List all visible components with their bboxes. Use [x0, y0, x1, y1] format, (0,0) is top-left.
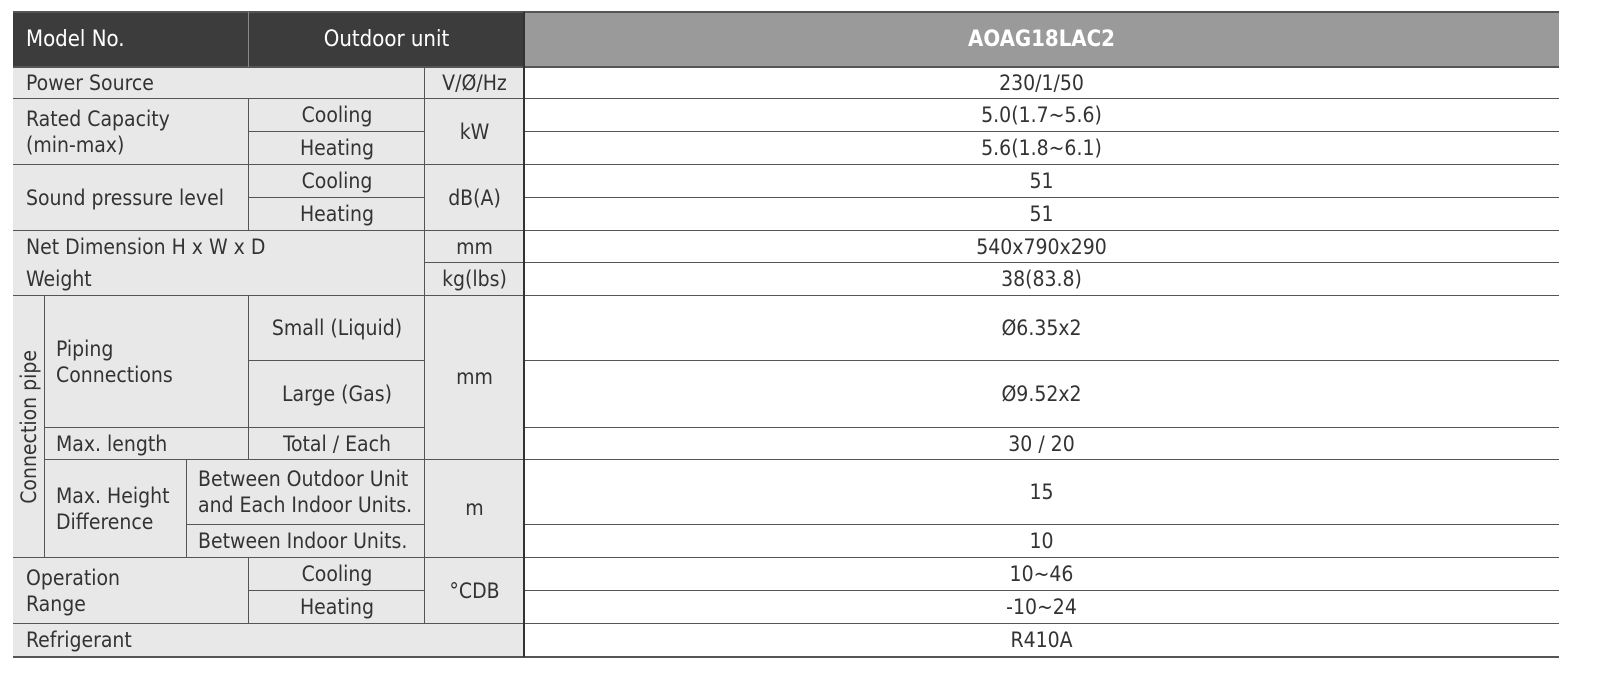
net-dimension-label-cell [13, 231, 425, 263]
max-length-sub: Total / Each [283, 431, 391, 456]
piping-unit: mm [456, 364, 493, 389]
max-height-line1: Max. Height [56, 483, 170, 508]
between-indoor-value-cell [524, 525, 1559, 558]
rule-h-partial [249, 590, 425, 591]
net-dimension-value: 540x790x290 [976, 234, 1107, 259]
header-unit-type: Outdoor unit [323, 26, 450, 52]
rule-h-partial [45, 459, 1559, 460]
rule-bottom [13, 656, 1559, 658]
between-outdoor-value-cell [524, 460, 1559, 525]
rule-v-main [523, 12, 525, 657]
sound-pressure-unit-cell [425, 165, 524, 231]
rule-h [13, 230, 1559, 231]
power-source-value: 230/1/50 [999, 70, 1084, 95]
weight-value: 38(83.8) [1001, 267, 1082, 292]
rule-h-partial [524, 197, 1559, 198]
rated-capacity-cooling-cell [249, 99, 425, 132]
connection-pipe-group-label: Connection pipe [16, 350, 41, 504]
piping-connections-line2: Connections [56, 363, 173, 387]
rule-h-partial [249, 131, 425, 132]
operation-cooling-label: Cooling [301, 562, 373, 587]
rule-h-partial [524, 590, 1559, 591]
rated-capacity-heating-label: Heating [299, 136, 375, 161]
sound-pressure-heating-value-cell [524, 198, 1559, 231]
operation-range-line1: Operation [26, 565, 121, 590]
weight-label-cell [13, 263, 425, 296]
sound-pressure-cooling-value-cell [524, 165, 1559, 198]
rated-capacity-label-line2: (min-max) [26, 133, 125, 157]
refrigerant-value-cell [524, 624, 1559, 656]
weight-label: Weight [26, 267, 92, 292]
rated-capacity-heating-cell [249, 132, 425, 165]
rated-capacity-heating-value: 5.6(1.8~6.1) [981, 136, 1102, 161]
between-outdoor-line1: Between Outdoor Unit [198, 467, 409, 492]
rule-h-partial [524, 131, 1559, 132]
max-length-value-cell [524, 428, 1559, 460]
power-source-unit-cell [425, 67, 524, 99]
piping-small-label-cell [249, 296, 425, 361]
rule-h-partial [425, 262, 1559, 263]
operation-range-label-cell [13, 558, 249, 624]
between-outdoor-label-cell [187, 460, 425, 525]
rule-v [248, 296, 249, 460]
rule-h-partial [187, 524, 425, 525]
net-dimension-unit-cell [425, 231, 524, 263]
rated-capacity-unit: kW [459, 119, 490, 144]
max-length-sub-cell [249, 428, 425, 460]
sound-pressure-label: Sound pressure level [26, 185, 224, 210]
piping-large-label-cell [249, 361, 425, 428]
between-outdoor-value: 15 [1029, 480, 1054, 505]
rated-capacity-cooling-value: 5.0(1.7~5.6) [981, 103, 1102, 128]
rule-v [44, 296, 45, 558]
rule-v [248, 99, 249, 231]
between-indoor-label-cell [187, 525, 425, 558]
power-source-label-cell [13, 67, 425, 99]
operation-unit: °CDB [449, 578, 500, 603]
operation-heating-value-cell [524, 591, 1559, 624]
power-source-label: Power Source [26, 70, 154, 95]
rule-v [248, 12, 249, 67]
rule-v [186, 460, 187, 558]
rule-h-partial [524, 524, 1559, 525]
rule-h-partial [249, 360, 425, 361]
sound-pressure-cooling-cell [249, 165, 425, 198]
sound-pressure-cooling-value: 51 [1029, 169, 1054, 194]
weight-unit-cell [425, 263, 524, 296]
sound-pressure-label-cell [13, 165, 249, 231]
max-length-value: 30 / 20 [1008, 431, 1075, 456]
rule-v [424, 67, 425, 624]
piping-large-value: Ø9.52x2 [1001, 382, 1082, 407]
header-model-name-cell [524, 12, 1559, 67]
piping-large-label: Large (Gas) [282, 382, 392, 407]
refrigerant-value: R410A [1010, 627, 1073, 652]
rule-h-partial [249, 197, 425, 198]
rated-capacity-unit-cell [425, 99, 524, 165]
sound-pressure-cooling-label: Cooling [301, 169, 373, 194]
piping-connections-label-cell [45, 296, 249, 428]
rule-h [13, 623, 1559, 624]
rule-h [13, 98, 1559, 99]
piping-small-label: Small (Liquid) [271, 316, 403, 341]
rated-capacity-label-line1: Rated Capacity [26, 106, 170, 131]
operation-heating-value: -10~24 [1006, 595, 1077, 620]
header-model-no: Model No. [26, 26, 125, 52]
refrigerant-label-cell [13, 624, 524, 656]
net-dimension-label: Net Dimension H x W x D [26, 234, 266, 259]
power-source-unit: V/Ø/Hz [442, 70, 507, 95]
max-height-unit: m [465, 495, 484, 520]
between-indoor-label: Between Indoor Units. [198, 529, 408, 554]
operation-cooling-value: 10~46 [1009, 562, 1074, 587]
sound-pressure-heating-label: Heating [299, 202, 375, 227]
piping-small-value: Ø6.35x2 [1001, 316, 1082, 341]
max-height-label-cell [45, 460, 187, 558]
net-dimension-value-cell [524, 231, 1559, 263]
rule-h [13, 66, 1559, 68]
max-length-label: Max. length [56, 431, 168, 456]
rated-capacity-cooling-value-cell [524, 99, 1559, 132]
header-model-name: AOAG18LAC2 [968, 26, 1115, 52]
connection-pipe-group-cell [13, 296, 45, 558]
net-dimension-unit: mm [456, 234, 493, 259]
rule-h-partial [524, 360, 1559, 361]
operation-cooling-value-cell [524, 558, 1559, 591]
weight-unit: kg(lbs) [442, 267, 507, 292]
piping-large-value-cell [524, 361, 1559, 428]
piping-unit-cell [425, 296, 524, 458]
sound-pressure-heating-value: 51 [1029, 202, 1054, 227]
max-height-unit-cell [425, 458, 524, 558]
sound-pressure-heating-cell [249, 198, 425, 231]
sound-pressure-unit: dB(A) [448, 185, 501, 210]
max-height-line2: Difference [56, 510, 154, 534]
rule-h [13, 164, 1559, 165]
refrigerant-label: Refrigerant [26, 627, 132, 652]
piping-connections-line1: Piping [56, 336, 114, 361]
rated-capacity-heating-value-cell [524, 132, 1559, 165]
between-indoor-value: 10 [1029, 529, 1054, 554]
operation-unit-cell [425, 558, 524, 624]
weight-value-cell [524, 263, 1559, 296]
rule-top [13, 11, 1559, 13]
rule-h [13, 557, 1559, 558]
rule-h [13, 295, 1559, 296]
power-source-value-cell [524, 67, 1559, 99]
rated-capacity-cooling-label: Cooling [301, 103, 373, 128]
operation-cooling-cell [249, 558, 425, 591]
header-unit-type-cell [249, 12, 524, 67]
rule-h-partial [45, 427, 425, 428]
operation-heating-cell [249, 591, 425, 624]
rule-v [248, 558, 249, 624]
piping-small-value-cell [524, 296, 1559, 361]
rated-capacity-label-cell [13, 99, 249, 165]
header-model-no-cell [13, 12, 249, 67]
max-length-label-cell [45, 428, 249, 460]
rule-h-partial [524, 427, 1559, 428]
operation-heating-label: Heating [299, 595, 375, 620]
operation-range-line2: Range [26, 592, 86, 616]
between-outdoor-line2: and Each Indoor Units. [198, 492, 413, 517]
